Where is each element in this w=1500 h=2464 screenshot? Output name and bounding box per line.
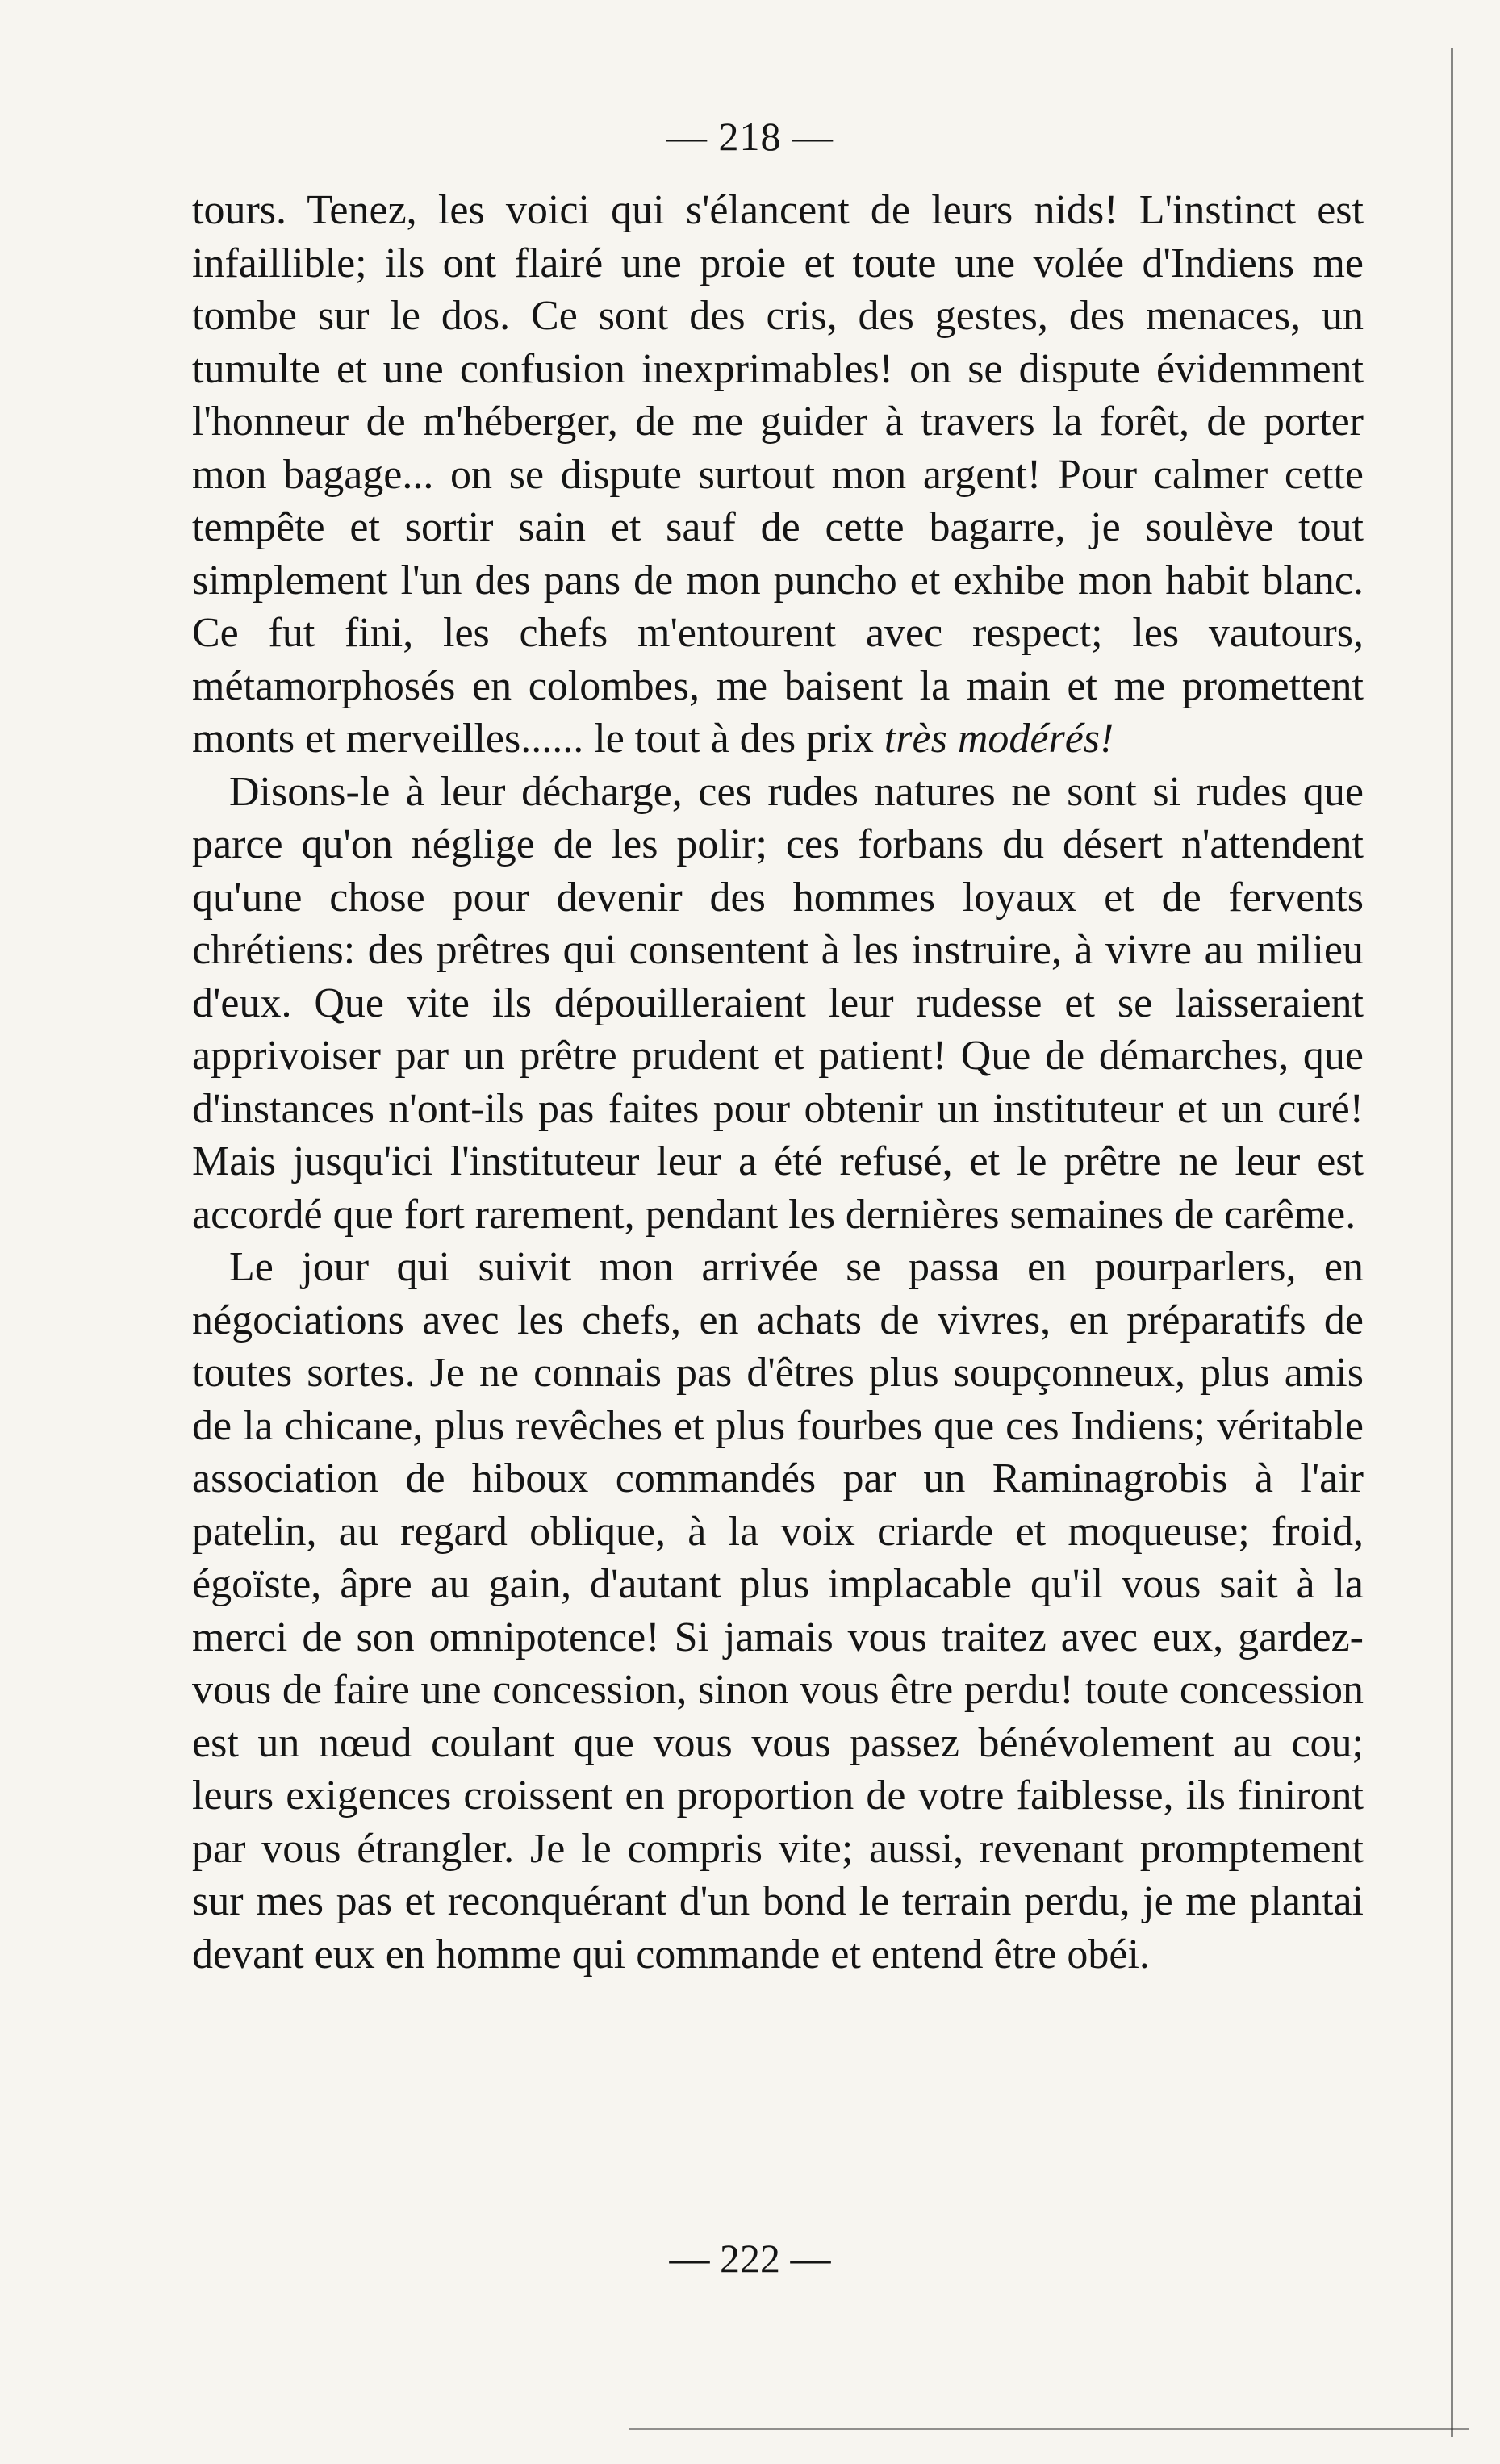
signature-marker: — 222 — — [669, 2236, 831, 2281]
body-text — [192, 184, 1364, 1981]
paragraph-1 — [192, 184, 1364, 766]
paragraph-2: Disons-le à leur décharge, ces rudes natures ne sont si rudes que parce qu'on néglige de les polir; ces forbans du désert n'attendent qu'une chose pour devenir des hommes loyaux et de fervents chrétiens: des prêtres qui consentent à les instruire, à vivre au milieu d'eux. Que vite ils dépouilleraient leur rudesse et se laisseraient apprivoiser par un prêtre prudent et patient! Que de démarches, que d'instances n'ont-ils pas faites pour obtenir un instituteur et un curé! Mais jusqu'ici l'instituteur leur a été refusé, et le prêtre ne leur est accordé que fort rarement, pendant les dernières semaines de carême. — [192, 768, 1364, 1238]
paragraph-1-text: tours. Tenez, les voici qui s'élancent de leurs nids! L'instinct est infaillible; ils ont flairé une proie et toute une volée d'Indiens me tombe sur le dos. Ce sont des cris, des gestes, des menaces, un tumulte et une confusion inexprimables! on se dispute évidemment l'honneur de m'héberger, de me guider à travers la forêt, de porter mon bagage... on se dispute surtout mon argent! Pour calmer cette tempête et sortir sain et sauf de cette bagarre, je soulève tout simplement l'un des pans de mon puncho et exhibe mon habit blanc. Ce fut fini, les chefs m'entourent avec respect; les vautours, métamorphosés en colombes, me baisent la main et me promettent monts et merveilles...... le tout à des prix — [192, 187, 1364, 762]
paragraph-3: Le jour qui suivit mon arrivée se passa en pourparlers, en négociations avec les chefs, en achats de vivres, en préparatifs de toutes sortes. Je ne connais pas d'êtres plus soupçonneux, plus amis de la chicane, plus revêches et plus fourbes que ces Indiens; véritable association de hiboux commandés par un Raminagrobis à l'air patelin, au regard oblique, à la voix criarde et moqueuse; froid, égoïste, âpre au gain, d'autant plus implacable qu'il vous sait à la merci de son omnipotence! Si jamais vous traitez avec eux, gardez-vous de faire une concession, sinon vous être perdu! toute concession est un nœud coulant que vous vous passez bénévolement au cou; leurs exigences croissent en proportion de votre faiblesse, ils finiront par vous étrangler. Je le compris vite; aussi, revenant promptement sur mes pas et reconquérant d'un bond le terrain perdu, je me plantai devant eux en homme qui commande et entend être obéi. — [192, 1244, 1364, 1977]
page-number: — 218 — — [666, 114, 834, 159]
page-edge-bottom — [629, 2428, 1469, 2430]
paragraph-1-italic: très modérés! — [884, 716, 1114, 762]
page-edge-right — [1451, 48, 1485, 2437]
